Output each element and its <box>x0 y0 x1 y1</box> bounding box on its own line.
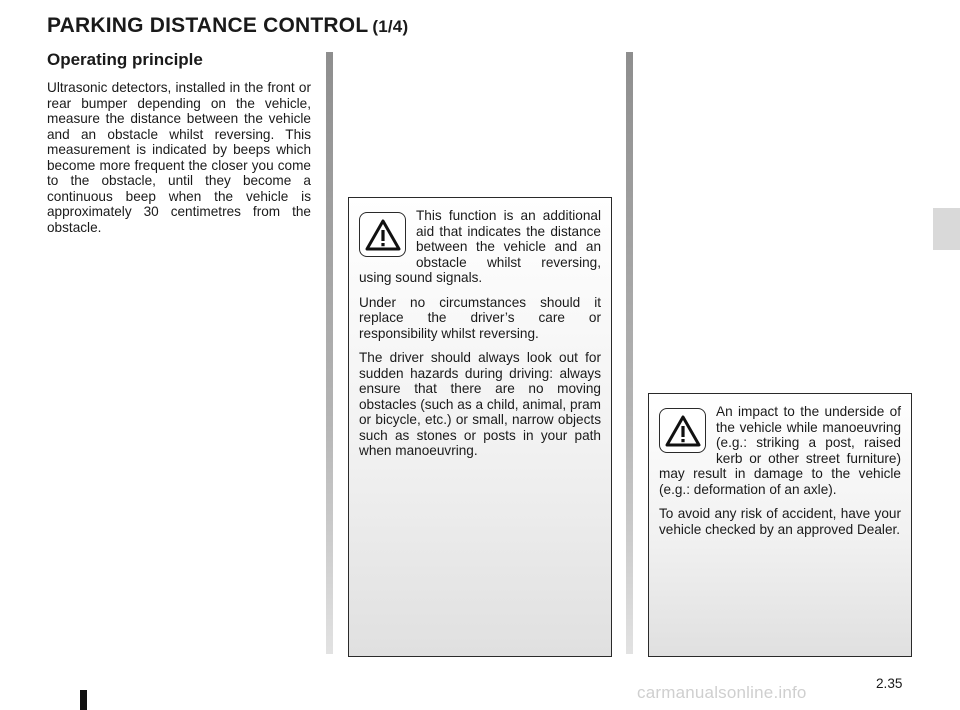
warning-triangle-svg <box>364 218 402 252</box>
page-title-text: PARKING DISTANCE CONTROL <box>47 14 369 37</box>
warning-triangle-icon <box>359 212 406 257</box>
page-number: 2.35 <box>876 676 903 691</box>
warning-2-paragraph-1: An impact to the underside of the vehicle while manoeuvring (e.g.: striking a post, raised kerb or other street furniture) may result in damage to the vehicle (e.g.: deformation of an axle). <box>659 404 901 497</box>
page-title <box>47 14 408 38</box>
column-divider-right <box>626 52 633 654</box>
warning-2-paragraph-2: To avoid any risk of accident, have your vehicle checked by an approved Dealer. <box>659 506 901 537</box>
warning-1-paragraph-3: The driver should always look out for sudden hazards during driving: always ensure that there are no moving obstacles (such as a child, animal, pram or bicycle, etc.) or small, narrow objects such as stones or posts in your path when manoeuvring. <box>359 350 601 458</box>
warning-triangle-svg <box>664 414 702 448</box>
warning-box-reversing-aid <box>348 197 612 657</box>
section-tab <box>933 208 960 250</box>
page-indicator: (1/4) <box>372 17 409 36</box>
warning-1-paragraph-1: This function is an additional aid that indicates the distance between the vehicle and an obstacle whilst reversing, using sound signals. <box>359 208 601 285</box>
section-paragraph: Ultrasonic detectors, installed in the front or rear bumper depending on the vehicle, measure the distance between the vehicle and an obstacle whilst reversing. This measurement is indicated by beeps which become more frequent the closer you come to the obstacle, until they become a continuous beep when the vehicle is approximately 30 centimetres from the obstacle. <box>47 80 311 235</box>
column-divider-left <box>326 52 333 654</box>
warning-1-paragraph-2: Under no circumstances should it replace the driver’s care or responsibility whilst reversing. <box>359 294 601 341</box>
warning-triangle-icon <box>659 408 706 453</box>
corner-mark <box>80 690 87 710</box>
warning-box-underside-impact <box>648 393 912 657</box>
watermark: carmanualsonline.info <box>637 683 807 702</box>
section-heading: Operating principle <box>47 50 203 69</box>
